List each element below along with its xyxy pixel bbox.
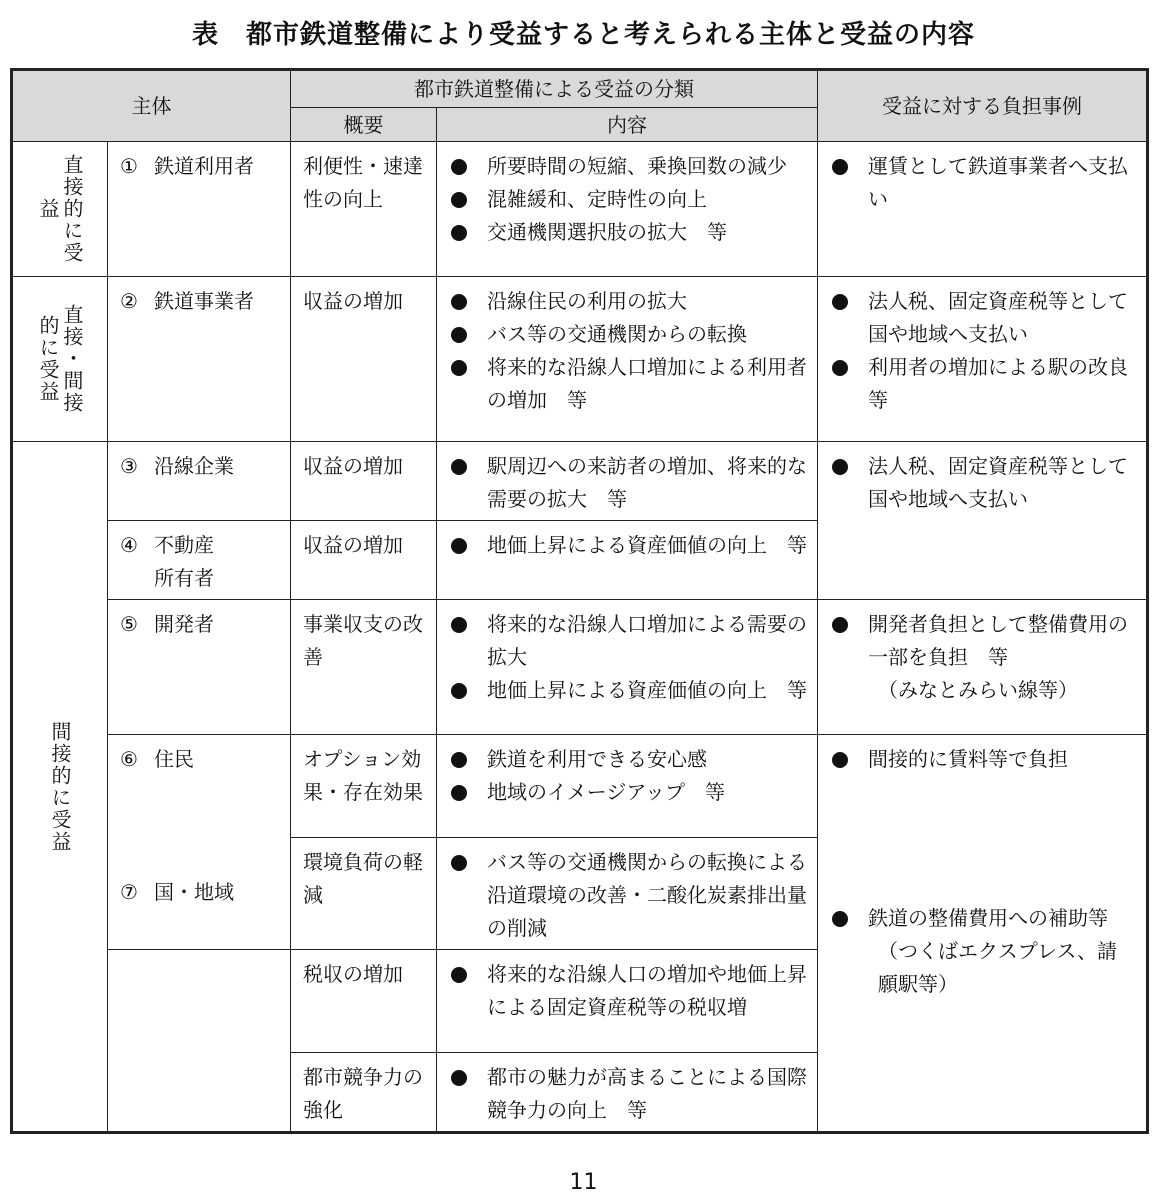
page-title: 表 都市鉄道整備により受益すると考えられる主体と受益の内容 (191, 20, 975, 50)
list-item: 法人税、固定資産税等として国や地域へ支払い (830, 285, 1136, 351)
table-row (12, 600, 1148, 735)
page-number: 11 (569, 1170, 598, 1195)
burden-cell (818, 905, 1148, 1133)
summary-cell: 収益の増加 (291, 521, 437, 600)
category-indirect: 間接的に受益 (12, 442, 108, 1133)
burden-note: （つくばエクスプレス、請願駅等） (878, 938, 1117, 996)
header-subject: 主体 (12, 70, 291, 142)
summary-cell: 利便性・速達性の向上 (291, 142, 437, 277)
list-item: 法人税、固定資産税等として国や地域へ支払い (830, 450, 1136, 516)
summary-cell: 収益の増加 (291, 442, 437, 521)
summary-cell: 都市競争力の強化 (291, 1053, 437, 1133)
list-item: 所要時間の短縮、乗換回数の減少 (449, 150, 807, 183)
list-item: 将来的な沿線人口増加による利用者の増加 等 (449, 351, 807, 417)
burden-cell (818, 277, 1148, 442)
subject-cell: ④ 不動産 所有者 (108, 521, 291, 600)
burden-cell (818, 142, 1148, 277)
content-cell (437, 838, 818, 950)
content-cell (437, 950, 818, 1053)
table-row (12, 142, 1148, 277)
subject-cell: ① 鉄道利用者 (108, 142, 291, 277)
header-burden: 受益に対する負担事例 (818, 70, 1148, 142)
summary-cell: オプション効果・存在効果 (291, 735, 437, 838)
subject-cell: ⑥ 住民 (108, 735, 291, 838)
list-item: 将来的な沿線人口の増加や地価上昇による固定資産税等の税収増 (449, 958, 807, 1024)
table-row (12, 277, 1148, 442)
subject-cell: ③ 沿線企業 (108, 442, 291, 521)
list-item: 開発者負担として整備費用の一部を負担 等 (830, 608, 1136, 674)
summary-cell: 環境負荷の軽減 (291, 838, 437, 950)
content-cell (437, 142, 818, 277)
subject-cell-continued (108, 950, 291, 1133)
list-item: 都市の魅力が高まることによる国際競争力の向上 等 (449, 1061, 807, 1127)
header-classification: 都市鉄道整備による受益の分類 (291, 70, 818, 108)
content-cell (437, 521, 818, 600)
content-cell (437, 735, 818, 838)
list-item: 地価上昇による資産価値の向上 等 (449, 529, 807, 562)
list-item: 利用者の増加による駅の改良 等 (830, 351, 1136, 417)
burden-cell (818, 600, 1148, 735)
list-item: バス等の交通機関からの転換 (449, 318, 807, 351)
list-item: バス等の交通機関からの転換による沿道環境の改善・二酸化炭素排出量の削減 (449, 846, 807, 945)
burden-note: （みなとみらい線等） (878, 678, 1078, 702)
list-item: 交通機関選択肢の拡大 等 (449, 216, 807, 249)
list-item: 鉄道の整備費用への補助等 (830, 902, 1136, 935)
list-item: 混雑緩和、定時性の向上 (449, 183, 807, 216)
list-item: 運賃として鉄道事業者へ支払い (830, 150, 1136, 216)
benefit-table (10, 68, 1149, 1134)
list-item: 地価上昇による資産価値の向上 等 (449, 674, 807, 707)
list-item: 鉄道を利用できる安心感 (449, 743, 807, 776)
list-item: 沿線住民の利用の拡大 (449, 285, 807, 318)
list-item: 間接的に賃料等で負担 (830, 743, 1136, 776)
table-row (12, 735, 1148, 838)
content-cell (437, 1053, 818, 1133)
category-direct-indirect: 直接・間接的に受益 (12, 277, 108, 442)
list-item: 駅周辺への来訪者の増加、将来的な需要の拡大 等 (449, 450, 807, 516)
burden-cell (818, 442, 1148, 600)
header-content: 内容 (437, 108, 818, 142)
table-row (12, 442, 1148, 521)
subject-cell: ⑦ 国・地域 (108, 838, 291, 950)
header-summary: 概要 (291, 108, 437, 142)
content-cell (437, 277, 818, 442)
subject-cell: ⑤ 開発者 (108, 600, 291, 735)
content-cell (437, 442, 818, 521)
subject-cell: ② 鉄道事業者 (108, 277, 291, 442)
category-direct: 直接的に受益 (12, 142, 108, 277)
summary-cell: 収益の増加 (291, 277, 437, 442)
content-cell (437, 600, 818, 735)
summary-cell: 税収の増加 (291, 950, 437, 1053)
summary-cell: 事業収支の改善 (291, 600, 437, 735)
list-item: 将来的な沿線人口増加による需要の拡大 (449, 608, 807, 674)
list-item: 地域のイメージアップ 等 (449, 776, 807, 809)
table-row (12, 950, 1148, 1053)
